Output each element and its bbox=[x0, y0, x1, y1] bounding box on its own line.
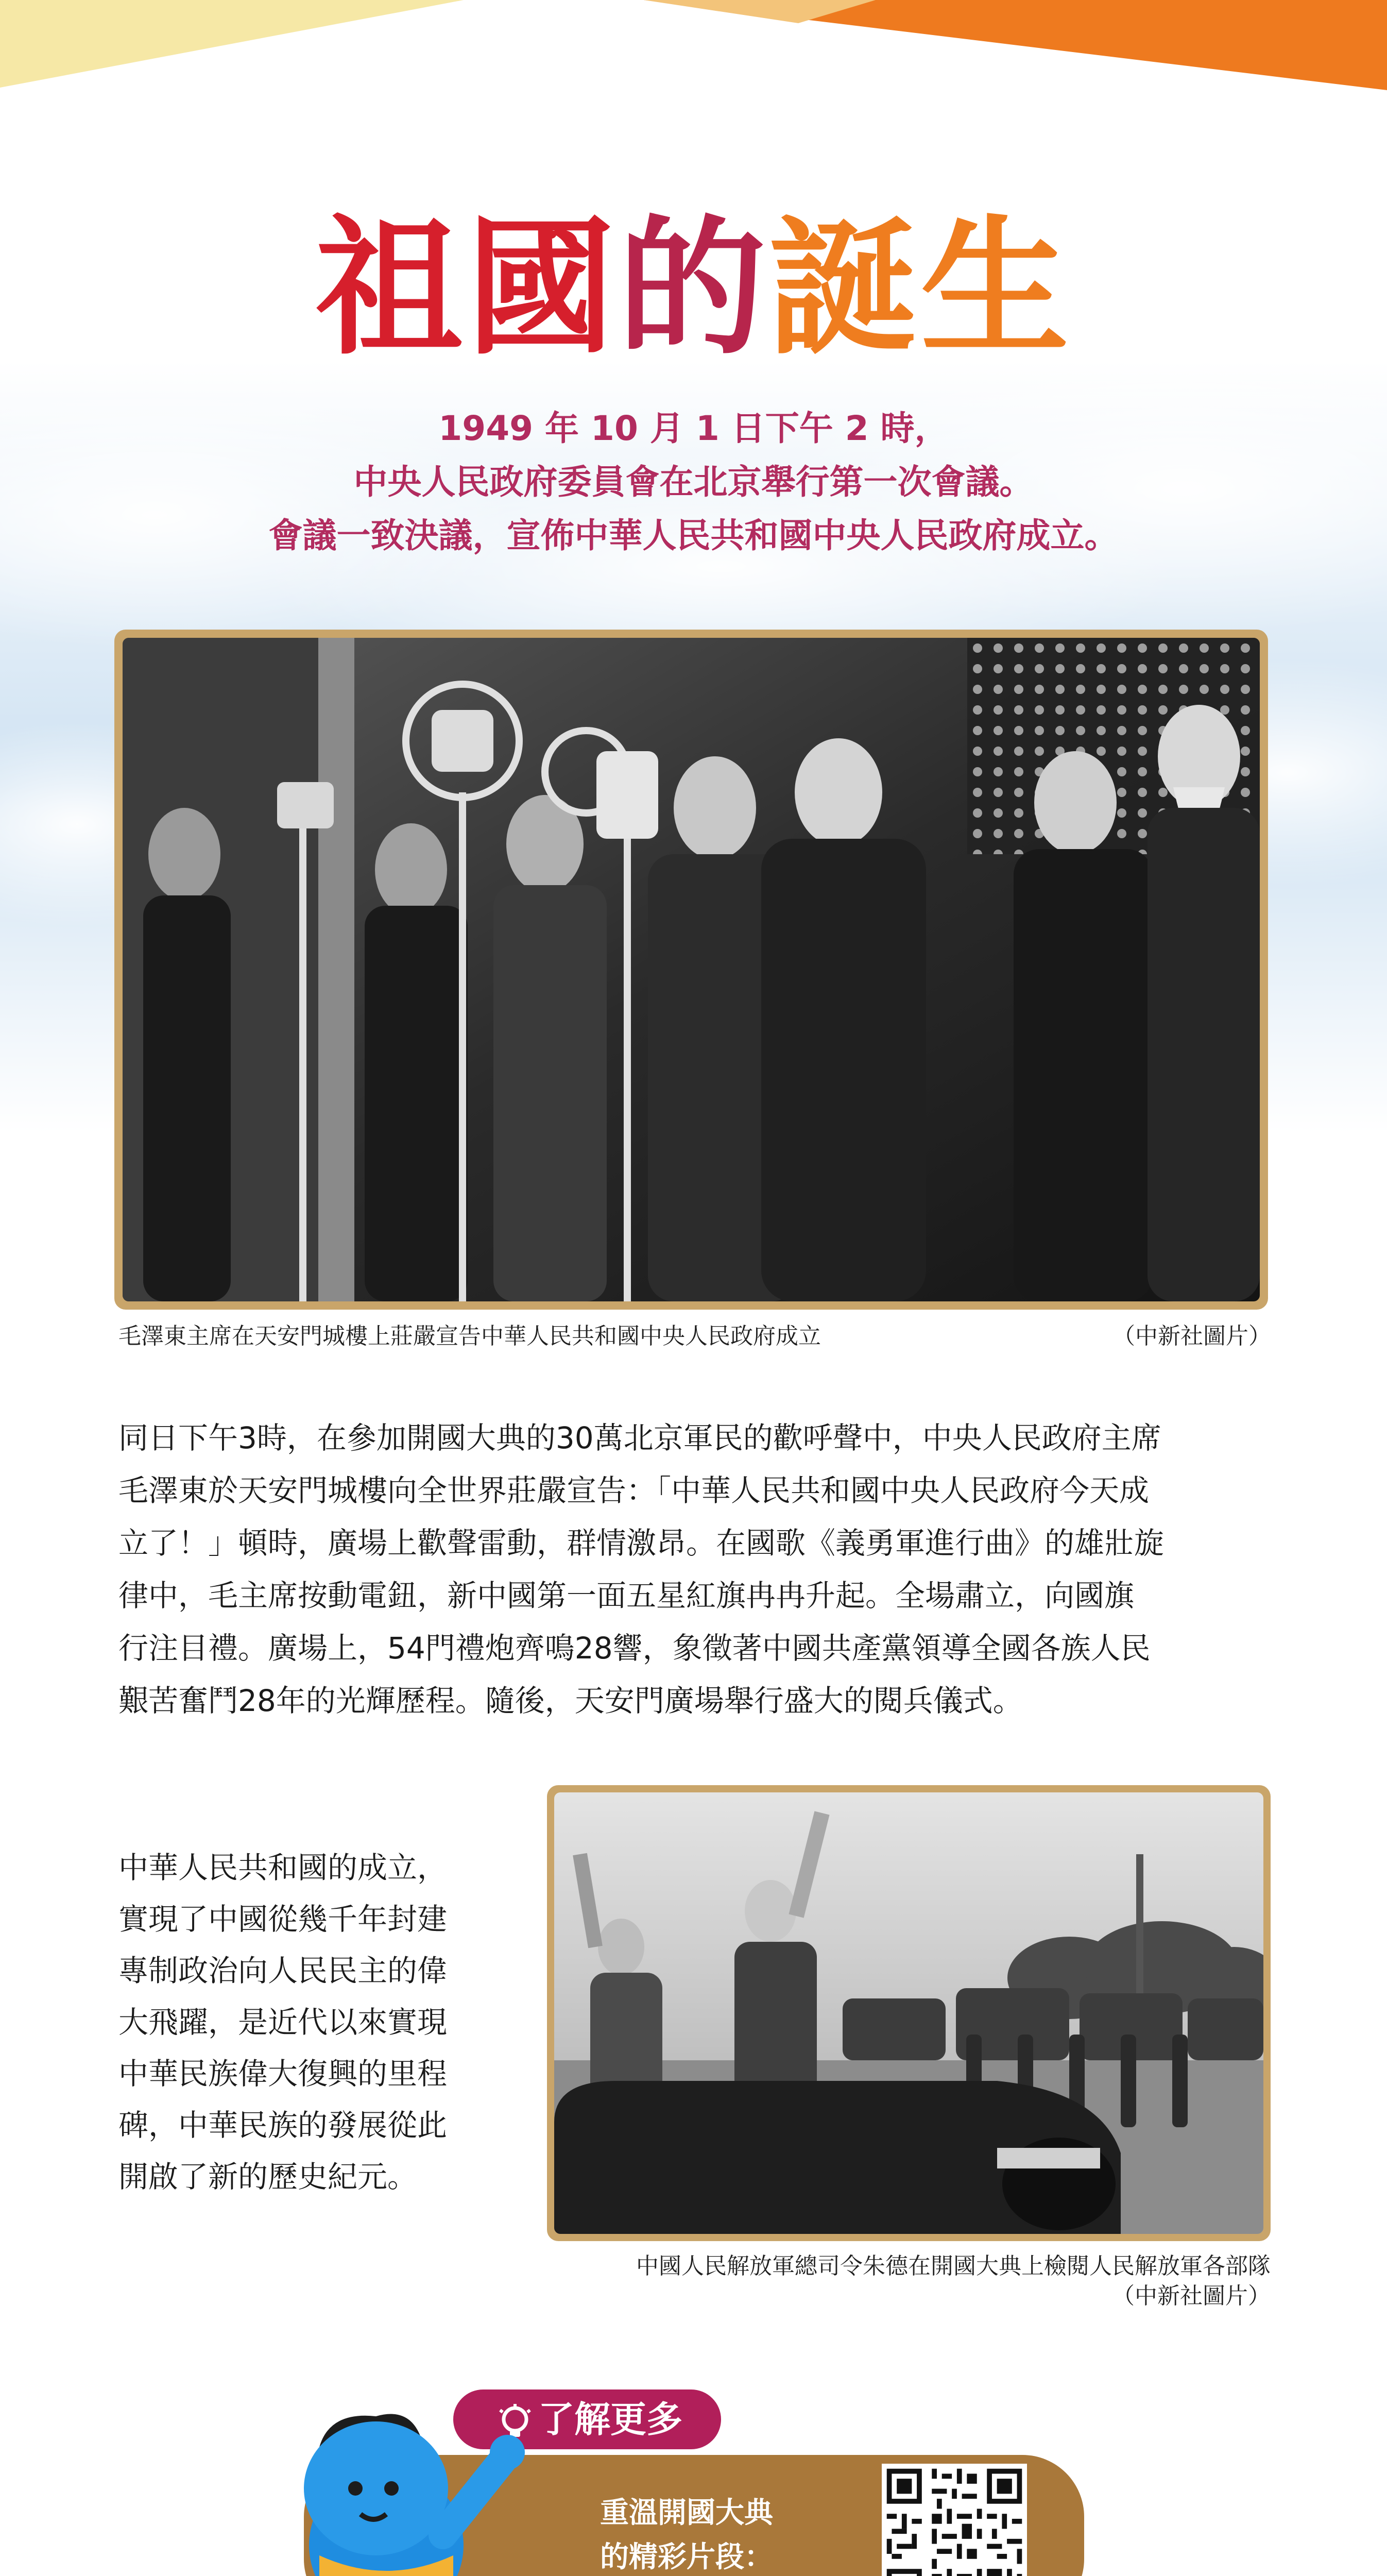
photo-zhude-inspection-image bbox=[554, 1792, 1263, 2234]
subtitle-line: 會議一致決議，宣佈中華人民共和國中央人民政府成立。 bbox=[268, 516, 1119, 555]
paragraph-line: 毛澤東於天安門城樓向全世界莊嚴宣告：「中華人民共和國中央人民政府今天成 bbox=[118, 1473, 1150, 1508]
learn-more-line-2: 的精彩片段： bbox=[600, 2540, 773, 2574]
photo2-caption: 中國人民解放軍總司令朱德在開國大典上檢閱人民解放軍各部隊 bbox=[636, 2253, 1271, 2279]
mascot-illustration bbox=[288, 2385, 536, 2576]
learn-more-badge-label: 了解更多 bbox=[538, 2398, 682, 2441]
side-text-line: 開啟了新的歷史紀元。 bbox=[118, 2159, 418, 2194]
photo1-caption: 毛澤東主席在天安門城樓上莊嚴宣告中華人民共和國中央人民政府成立 bbox=[118, 1323, 821, 1349]
page-title bbox=[0, 202, 1387, 375]
side-text-line: 中華民族偉大復興的里程 bbox=[118, 2056, 448, 2091]
subtitle-line: 中央人民政府委員會在北京舉行第一次會議。 bbox=[353, 462, 1034, 502]
photo1-credit: （中新社圖片） bbox=[1112, 1323, 1271, 1349]
paragraph-line: 行注目禮。廣場上，54門禮炮齊鳴28響，象徵著中國共產黨領導全國各族人民 bbox=[118, 1631, 1151, 1666]
subtitle bbox=[0, 402, 1387, 563]
side-text-line: 專制政治向人民民主的偉 bbox=[118, 1953, 448, 1988]
title-part-3: 誕生 bbox=[769, 202, 1072, 375]
subtitle-line: 1949 年 10 月 1 日下午 2 時， bbox=[438, 409, 949, 448]
paragraph-line: 艱苦奮鬥28年的光輝歷程。隨後，天安門廣場舉行盛大的閱兵儀式。 bbox=[118, 1683, 1023, 1718]
side-text-line: 大飛躍，是近代以來實現 bbox=[118, 2005, 448, 2040]
title-part-2: 的 bbox=[618, 202, 769, 375]
side-text-line: 碑，中華民族的發展從此 bbox=[118, 2108, 448, 2143]
side-text-line: 實現了中國從幾千年封建 bbox=[118, 1902, 448, 1937]
qr-code-icon[interactable] bbox=[882, 2464, 1027, 2576]
title-part-1: 祖國 bbox=[315, 202, 618, 375]
photo-mao-proclamation bbox=[114, 630, 1268, 1310]
photo-mao-proclamation-image bbox=[123, 638, 1260, 1301]
side-text bbox=[118, 1842, 510, 2202]
learn-more-line-1: 重溫開國大典 bbox=[600, 2496, 773, 2530]
photo-zhude-inspection bbox=[547, 1785, 1271, 2241]
paragraph-line: 同日下午3時，在參加開國大典的30萬北京軍民的歡呼聲中，中央人民政府主席 bbox=[118, 1420, 1161, 1455]
main-paragraph bbox=[118, 1412, 1272, 1727]
paragraph-line: 律中，毛主席按動電鈕，新中國第一面五星紅旗冉冉升起。全場肅立，向國旗 bbox=[118, 1578, 1135, 1613]
side-text-line: 中華人民共和國的成立， bbox=[118, 1850, 448, 1885]
photo2-credit: （中新社圖片） bbox=[1112, 2283, 1271, 2309]
paragraph-line: 立了！」頓時，廣場上歡聲雷動，群情激昂。在國歌《義勇軍進行曲》的雄壯旋 bbox=[118, 1526, 1165, 1561]
